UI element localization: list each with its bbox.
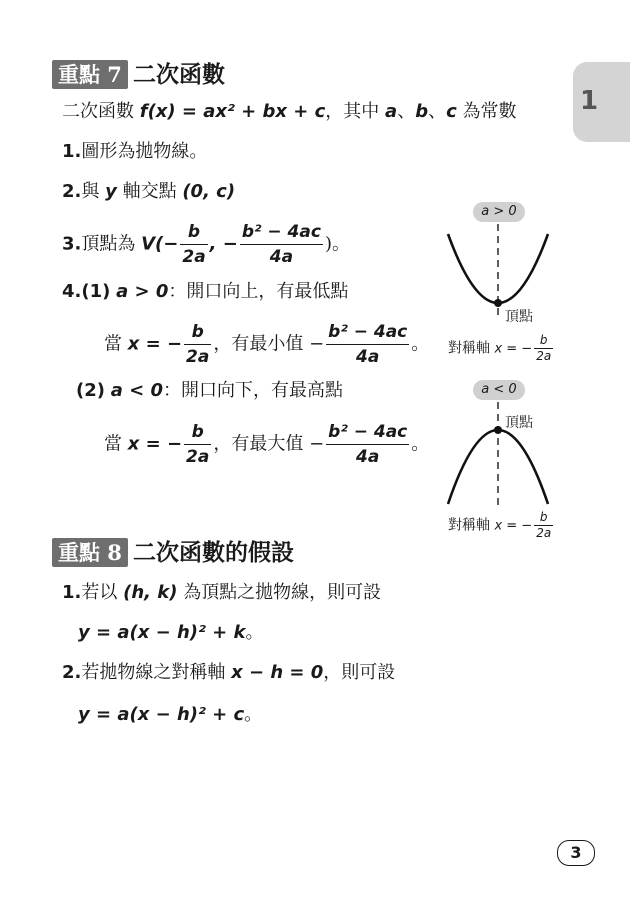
- section-7-item-3: [62, 220, 350, 269]
- graph-down-condition-pill: a < 0: [473, 380, 525, 400]
- vertex-point: [494, 426, 502, 434]
- axis-equation: x − h = 0: [231, 662, 324, 683]
- intro-eq: = ax² + bx + c: [175, 101, 326, 122]
- section-8-item-1-equation: [78, 618, 263, 648]
- item-text-2: ，則可設: [323, 662, 396, 683]
- intro-mid: ，其中: [325, 101, 380, 122]
- fraction-b-over-2a: $\frac{b}{2a}$: [536, 510, 552, 540]
- item-text: 圖形為拋物線。: [81, 141, 208, 162]
- fraction-b-over-2a: $\frac{b}{2a}$: [186, 322, 210, 367]
- intro-prefix: 二次函數: [62, 101, 134, 122]
- section-7-item-4-1-detail: [104, 320, 429, 369]
- item-text-2: 為頂點之拋物線，則可設: [183, 582, 382, 603]
- chapter-number: 1: [580, 86, 599, 116]
- intro-b: b: [415, 101, 429, 122]
- when-text: 當: [104, 333, 122, 355]
- section-8-item-2-equation: [78, 700, 262, 730]
- section-8-title: 二次函數的假設: [133, 539, 295, 566]
- equation: y = a(x − h)² + c: [78, 704, 245, 725]
- min-text: ，有最小值 −: [213, 333, 325, 355]
- fraction-b-over-2a: $\frac{b}{2a}$: [536, 333, 552, 363]
- item-number: 3.: [62, 233, 82, 255]
- parabola-down-graph: [440, 400, 560, 510]
- x-eq: x = −: [127, 433, 183, 455]
- section-8-badge: 重點 8: [52, 538, 128, 567]
- intro-c: c: [446, 101, 457, 122]
- intro-suffix: 為常數: [462, 101, 517, 122]
- vertex-point-text: (h, k): [123, 582, 178, 603]
- item-number: 1.: [62, 582, 82, 603]
- end-text: 。: [411, 333, 430, 355]
- end-text: 。: [244, 704, 263, 725]
- fraction-b-over-2a: $\frac{b}{2a}$: [182, 222, 206, 267]
- sub-label: (2): [76, 380, 105, 401]
- section-7-item-2: [62, 177, 235, 207]
- end-text: 。: [245, 622, 264, 643]
- section-7-item-4-2: [76, 376, 343, 406]
- max-text: ，有最大值 −: [213, 433, 325, 455]
- graph-down-vertex-label: 頂點: [505, 415, 533, 431]
- vertex-comma: , −: [209, 233, 238, 255]
- when-text: 當: [104, 433, 122, 455]
- page-number: 3: [557, 840, 595, 866]
- section-8-header: [52, 536, 294, 570]
- fraction-b-over-2a: $\frac{b}{2a}$: [186, 422, 210, 467]
- item-number: 2.: [62, 662, 82, 683]
- section-7-item-1: [62, 137, 207, 167]
- item-point: (0, c): [182, 181, 236, 202]
- vertex-point: [494, 299, 502, 307]
- sub-label: (1): [81, 281, 111, 302]
- graph-up-axis-label: 對稱軸 x = − $\frac{b}{2a}$: [448, 333, 552, 363]
- item-text: ：開口向下，有最高點: [163, 380, 344, 401]
- fraction-discriminant-over-4a: $\frac{\text{b² − 4ac}}{4a}$: [328, 422, 408, 467]
- item-number: 4.: [62, 281, 82, 302]
- section-7-intro: [62, 97, 516, 127]
- graph-up-vertex-label: 頂點: [505, 309, 533, 325]
- x-eq: x = −: [127, 333, 183, 355]
- fraction-discriminant-over-4a: $\frac{\text{b² − 4ac}}{4a}$: [328, 322, 408, 367]
- item-text-2: 軸交點: [122, 181, 177, 202]
- end-text: 。: [411, 433, 430, 455]
- intro-a: a: [385, 101, 398, 122]
- item-y: y: [105, 181, 117, 202]
- section-7-item-4-2-detail: [104, 420, 429, 469]
- item-number: 1.: [62, 141, 82, 162]
- intro-sep2: 、: [428, 101, 447, 122]
- section-7-title: 二次函數: [133, 61, 226, 88]
- item-text: 頂點為: [81, 233, 136, 255]
- item-text: 若以: [81, 582, 118, 603]
- fraction-discriminant-over-4a: $\frac{\text{b² − 4ac}}{4a}$: [241, 222, 321, 267]
- graph-up-condition-pill: a > 0: [473, 202, 525, 222]
- equation: y = a(x − h)² + k: [78, 622, 246, 643]
- item-text: 與: [81, 181, 100, 202]
- graph-down-axis-label: 對稱軸 x = − $\frac{b}{2a}$: [448, 510, 552, 540]
- intro-func: f(x): [139, 101, 176, 122]
- section-8-item-1: [62, 578, 381, 608]
- condition: a > 0: [116, 281, 169, 302]
- parabola-up-graph: [440, 222, 560, 322]
- parabola-curve: [448, 234, 548, 303]
- vertex-end: )。: [324, 233, 350, 255]
- section-8-item-2: [62, 658, 395, 688]
- intro-sep1: 、: [397, 101, 416, 122]
- section-7-item-4-1: [62, 277, 348, 307]
- section-7-badge: 重點 7: [52, 60, 128, 89]
- vertex-V: V(−: [141, 233, 179, 255]
- item-text: 若拋物線之對稱軸: [81, 662, 226, 683]
- item-number: 2.: [62, 181, 82, 202]
- section-7-header: [52, 58, 225, 92]
- condition: a < 0: [110, 380, 164, 401]
- item-text: ：開口向上，有最低點: [168, 281, 349, 302]
